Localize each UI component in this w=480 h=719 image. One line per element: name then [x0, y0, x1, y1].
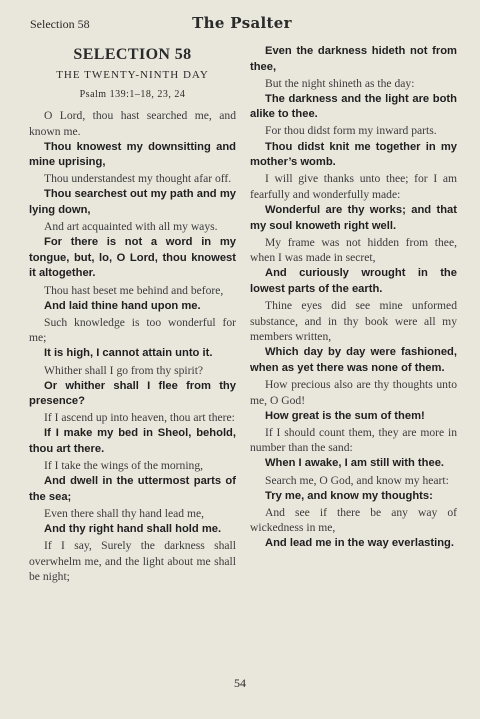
verse-line: Which day by day were fashioned, when as yet there was none of them.: [250, 346, 457, 374]
verse-line: Thou searchest out my path and my lying down,: [29, 188, 236, 217]
verse-line: Search me, O God, and know my heart:: [265, 473, 449, 487]
left-verse-list: [29, 108, 236, 585]
verse-line: If I ascend up into heaven, thou art there:: [44, 411, 235, 425]
verse-line: And lead me in the way everlasting.: [265, 537, 455, 550]
verse-line: If I make my bed in Sheol, behold, thou art there.: [29, 427, 236, 455]
verse-line: It is high, I cannot attain unto it.: [44, 347, 213, 360]
verse-line: The darkness and the light are both alike to thee.: [250, 92, 457, 121]
verse-line: Even the darkness hideth not from thee,: [250, 45, 457, 73]
day-heading: THE TWENTY-NINTH DAY: [56, 69, 209, 81]
verse-line: Try me, and know my thoughts:: [265, 489, 433, 502]
right-verse-list: [250, 44, 457, 552]
verse-line: I will give thanks unto thee; for I am fearfully and wonderfully made:: [250, 172, 457, 201]
verse-line: And dwell in the uttermost parts of the sea;: [29, 475, 236, 503]
verse-line: If I say, Surely the darkness shall overwhelm me, and the light about me shall be night;: [29, 539, 236, 584]
page-number: 54: [234, 676, 246, 690]
verse-line: Whither shall I go from thy spirit?: [44, 363, 204, 377]
verse-line: And thy right hand shall hold me.: [44, 522, 222, 535]
verse-line: Wonderful are thy works; and that my soul knoweth right well.: [250, 203, 457, 232]
verse-line: Thou understandest my thought afar off.: [44, 172, 232, 186]
verse-line: How great is the sum of them!: [265, 409, 425, 422]
selection-label: Selection 58: [30, 17, 90, 31]
verse-line: Thou knowest my downsitting and mine uprising,: [29, 140, 236, 169]
verse-line: Such knowledge is too wonderful for me;: [29, 315, 236, 345]
verse-line: Thou hast beset me behind and before,: [44, 283, 224, 297]
verse-line: O Lord, thou hast searched me, and known me.: [29, 109, 236, 138]
verse-line: If I take the wings of the morning,: [44, 459, 204, 473]
selection-heading: SELECTION 58: [73, 46, 192, 63]
verse-line: If I should count them, they are more in number than the sand:: [250, 425, 457, 455]
verse-line: But the night shineth as the day:: [265, 76, 415, 90]
verse-line: And art acquainted with all my ways.: [44, 220, 218, 234]
verse-line: Even there shall thy hand lead me,: [44, 506, 205, 520]
verse-line: When I awake, I am still with thee.: [265, 457, 445, 470]
psalm-reference: Psalm 139:1–18, 23, 24: [79, 89, 186, 100]
page-header: [30, 14, 454, 36]
verse-line: For there is not a word in my tongue, but, lo, O Lord, thou knowest it altogether.: [29, 236, 236, 280]
verse-line: Thou didst knit me together in my mother’s womb.: [250, 140, 457, 169]
verse-line: How precious also are thy thoughts unto me, O God!: [250, 377, 457, 407]
verse-line: And curiously wrought in the lowest parts of the earth.: [250, 267, 457, 295]
right-column: [250, 44, 457, 552]
verse-line: And laid thine hand upon me.: [44, 299, 201, 312]
verse-line: And see if there be any way of wickedness in me,: [250, 505, 457, 535]
running-title: The Psalter: [192, 14, 292, 32]
verse-line: My frame was not hidden from thee, when I was made in secret,: [250, 235, 457, 265]
verse-line: Thine eyes did see mine unformed substance, and in thy book were all my members written,: [250, 299, 457, 344]
verse-line: For thou didst form my inward parts.: [265, 124, 437, 138]
verse-line: Or whither shall I flee from thy presence?: [29, 379, 236, 408]
left-column: [29, 44, 236, 585]
